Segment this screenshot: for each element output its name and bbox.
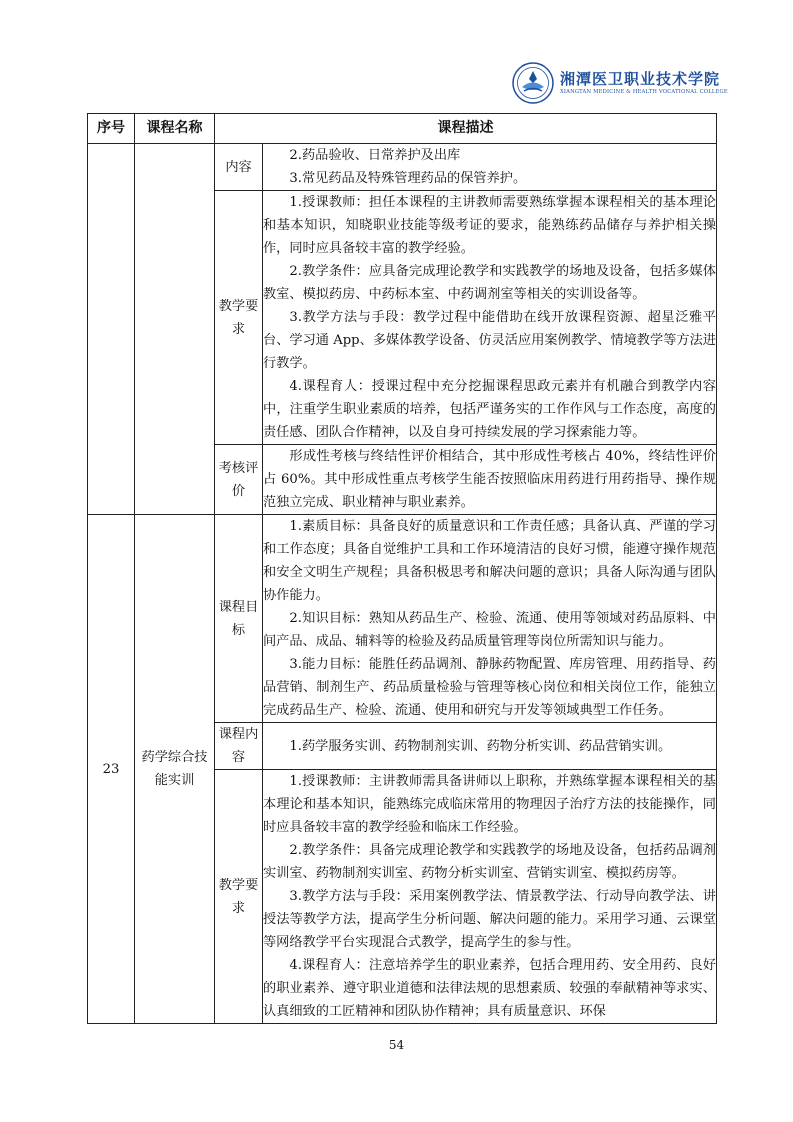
content-description <box>263 723 717 770</box>
course-name: 药学综合技能实训 <box>135 515 215 1024</box>
page-number: 54 <box>388 1038 405 1052</box>
row-number-empty <box>88 144 135 515</box>
course-name-empty <box>135 144 215 515</box>
school-emblem-icon <box>512 62 554 104</box>
course-goals <box>263 515 717 723</box>
school-logo <box>512 62 728 104</box>
row-number: 23 <box>88 515 135 1024</box>
teaching-item: 1.授课教师：担任本课程的主讲教师需要熟练掌握本课程相关的基本理论和基本知识，知晓职业技能等级考证的要求，能熟练药品储存与养护相关操作，同时应具备较丰富的教学经验。 <box>263 195 716 256</box>
sub-label-teaching: 教学要求 <box>215 191 263 445</box>
content-description <box>263 144 717 191</box>
goal-item: 2.知识目标：熟知从药品生产、检验、流通、使用等领域对药品原料、中间产品、成品、辅料等的检验及药品质量管理等岗位所需知识与能力。 <box>263 611 716 649</box>
teaching-item: 2.教学条件：具备完成理论教学和实践教学的场地及设备，包括药品调剂实训室、药物制剂实训室、药物分析实训室、营销实训室、模拟药房等。 <box>263 843 716 881</box>
school-name: 湘潭医卫职业技术学院 <box>560 70 721 88</box>
content-item: 2.药品验收、日常养护及出库 <box>289 148 461 163</box>
table-row <box>88 515 717 723</box>
goal-item: 3.能力目标：能胜任药品调剂、静脉药物配置、库房管理、用药指导、药品营销、制剂生产、药品质量检验与管理等核心岗位和相关岗位工作，能独立完成药品生产、检验、流通、使用和研究与开发等领域典型工作任务。 <box>263 657 716 718</box>
goal-item: 1.素质目标：具备良好的质量意识和工作责任感；具备认真、严谨的学习和工作态度；具备自觉维护工具和工作环境清洁的良好习惯，能遵守操作规范和安全文明生产规程；具备积极思考和解决问题的意识；具备人际沟通与团队协作能力。 <box>263 519 716 603</box>
school-name-en: XIANGTAN MEDICINE & HEALTH VOCATIONAL COLLEGE <box>560 89 728 95</box>
teaching-item: 2.教学条件：应具备完成理论教学和实践教学的场地及设备，包括多媒体教室、模拟药房、中药标本室、中药调剂室等相关的实训设备等。 <box>263 264 716 302</box>
sub-label-teaching: 教学要求 <box>215 770 263 1024</box>
teaching-item: 3.教学方法与手段：教学过程中能借助在线开放课程资源、超星泛雅平台、学习通 App、多媒体教学设备、仿灵活应用案例教学、情境教学等方法进行教学。 <box>263 310 716 371</box>
curriculum-table <box>87 113 717 1024</box>
teaching-item: 1.授课教师：主讲教师需具备讲师以上职称，并熟练掌握本课程相关的基本理论和基本知识，能熟练完成临床常用的物理因子治疗方法的技能操作，同时应具备较丰富的教学经验和临床工作经验。 <box>263 774 716 835</box>
table-row <box>88 144 717 191</box>
evaluation-text: 形成性考核与终结性评价相结合，其中形成性考核占 40%，终结性评价占 60%。其中形成性重点考核学生能否按照临床用药进行用药指导、操作规范独立完成、职业精神与职业素养。 <box>263 449 716 510</box>
sub-label-evaluation: 考核评价 <box>215 445 263 515</box>
sub-label-content: 课程内容 <box>215 723 263 770</box>
teaching-item: 3.教学方法与手段：采用案例教学法、情景教学法、行动导向教学法、讲授法等教学方法，提高学生分析问题、解决问题的能力。采用学习通、云课堂等网络教学平台实现混合式教学，提高学生的参与性。 <box>263 889 716 950</box>
content-text: 1.药学服务实训、药物制剂实训、药物分析实训、药品营销实训。 <box>289 738 672 754</box>
teaching-requirements <box>263 770 717 1024</box>
content-item: 3.常见药品及特殊管理药品的保管养护。 <box>289 171 527 186</box>
header-number: 序号 <box>88 114 135 144</box>
table-header-row <box>88 114 717 144</box>
sub-label-content: 内容 <box>215 144 263 191</box>
header-course-description: 课程描述 <box>215 114 717 144</box>
teaching-requirements <box>263 191 717 445</box>
evaluation-description <box>263 445 717 515</box>
teaching-item: 4.课程育人：授课过程中充分挖掘课程思政元素并有机融合到教学内容中，注重学生职业素质的培养，包括严谨务实的工作作风与工作态度，高度的责任感、团队合作精神，以及自身可持续发展的学习探索能力等。 <box>263 379 716 440</box>
teaching-item: 4.课程育人：注意培养学生的职业素养，包括合理用药、安全用药、良好的职业素养、遵守职业道德和法律法规的思想素质、较强的奉献精神等求实、认真细致的工匠精神和团队协作精神；具有质量意识、环保 <box>263 958 716 1019</box>
sub-label-goals: 课程目标 <box>215 515 263 723</box>
header-course-name: 课程名称 <box>135 114 215 144</box>
